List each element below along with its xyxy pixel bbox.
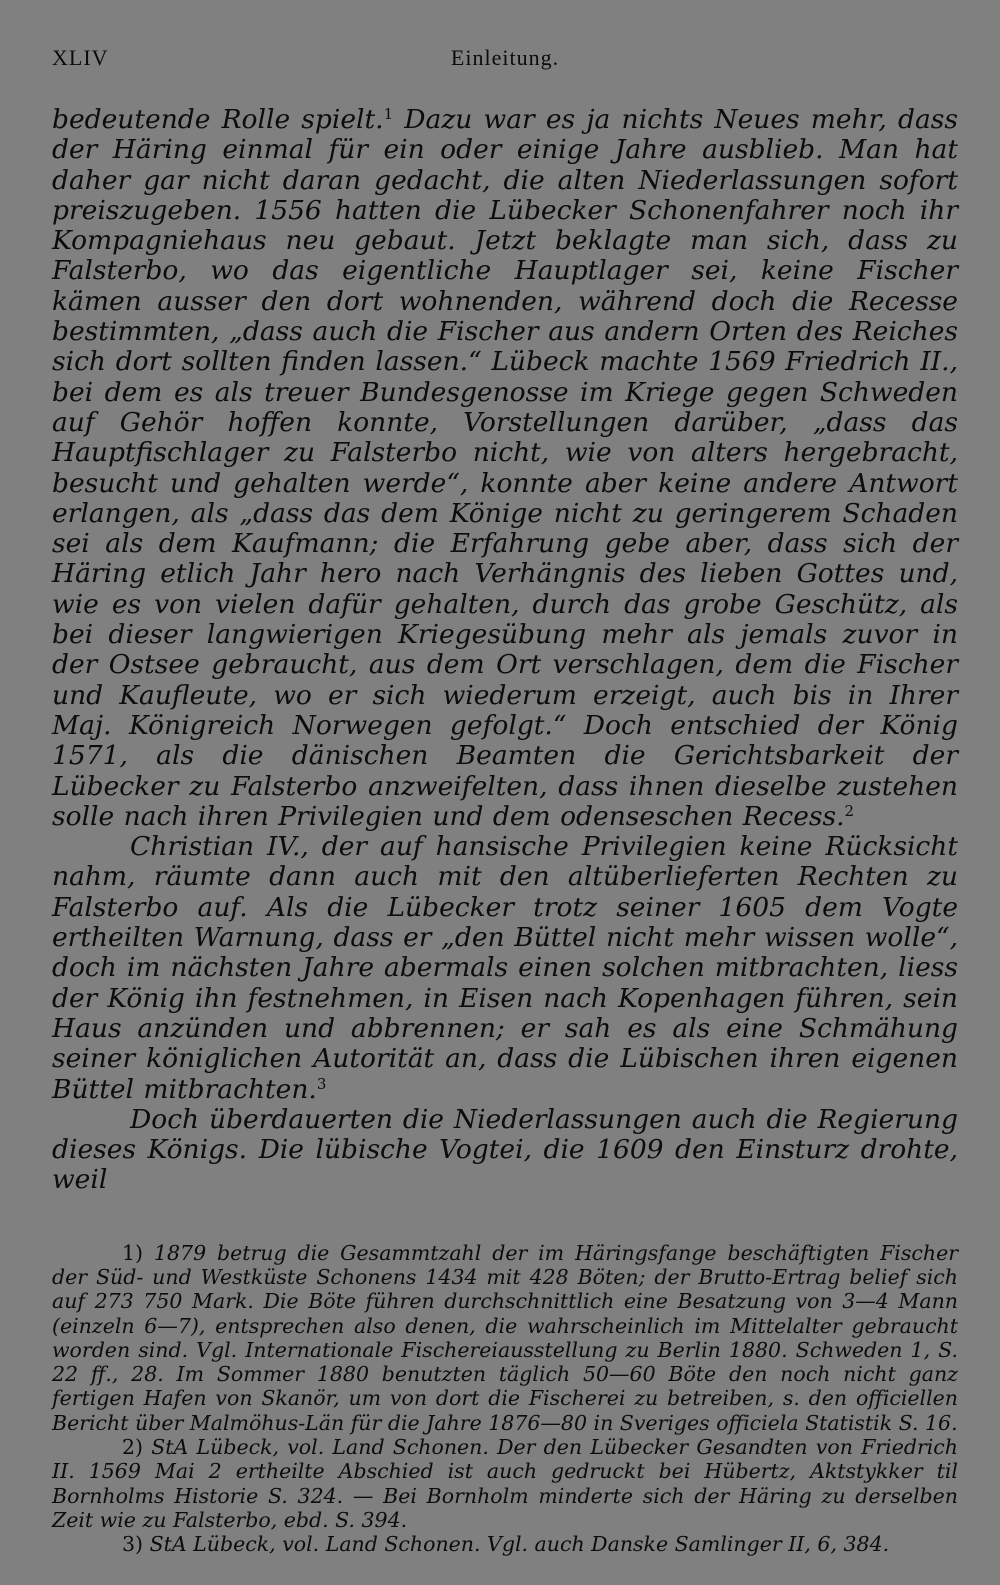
paragraph-3-text: Doch überdauerten die Niederlassungen auch die Regierung dieses Königs. Die lübische Vogtei, die 1609 den Einsturz drohte, weil bbox=[52, 1103, 958, 1196]
paragraph-2-text: Christian IV., der auf hansische Privilegien keine Rücksicht nahm, räumte dann auch mit den altüberlieferten Rechten zu Falsterbo auf. Als die Lübecker trotz seiner 1605 dem Vogte ertheilten Warnung, dass er „den Büttel nicht mehr wissen wolle“, doch im nächsten Jahre abermals einen solchen mitbrachten, liess der König ihn festnehmen, in Eisen nach Kopenhagen führen, sein Haus anzünden und abbrennen; er sah es als eine Schmähung seiner königlichen Autorität an, dass die Lübischen ihren eigenen Büttel mitbrachten. bbox=[52, 831, 958, 1105]
page-number: XLIV bbox=[52, 45, 109, 70]
footnote-1 bbox=[52, 1241, 958, 1435]
footnote-2-mark: 2) bbox=[122, 1435, 144, 1460]
footnote-3-mark: 3) bbox=[122, 1532, 144, 1557]
book-page bbox=[52, 0, 958, 1557]
footnote-ref-1[interactable]: 1 bbox=[383, 105, 394, 123]
footnote-3 bbox=[52, 1532, 958, 1556]
paragraph-2 bbox=[52, 832, 958, 1105]
footnotes bbox=[52, 1241, 958, 1557]
running-header bbox=[52, 0, 958, 100]
footnote-2 bbox=[52, 1435, 958, 1532]
footnote-2-text: StA Lübeck, vol. Land Schonen. Der den Lübecker Gesandten von Friedrich II. 1569 Mai 2 ertheilte Abschied ist auch gedruckt bei Hübertz, Aktstykker til Bornholms Historie S. 324. — Bei Bornholm minderte sich der Häring zu derselben Zeit wie zu Falsterbo, ebd. S. 394. bbox=[52, 1435, 958, 1532]
footnote-3-text: StA Lübeck, vol. Land Schonen. Vgl. auch Danske Samlinger II, 6, 384. bbox=[149, 1532, 890, 1557]
paragraph-1-start: bedeutende Rolle spielt. bbox=[52, 104, 384, 135]
running-title: Einleitung. bbox=[450, 45, 560, 70]
footnote-1-mark: 1) bbox=[122, 1240, 144, 1265]
main-text bbox=[52, 105, 958, 1196]
paragraph-3 bbox=[52, 1105, 958, 1196]
paragraph-1 bbox=[52, 105, 958, 832]
paragraph-1-rest: Dazu war es ja nichts Neues mehr, dass der Häring einmal für ein oder einige Jahre ausblieb. Man hat daher gar nicht daran gedacht, die alten Niederlassungen sofort preiszugeben. 1556 hatten die Lübecker Schonenfahrer noch ihr Kompagniehaus neu gebaut. Jetzt beklagte man sich, dass zu Falsterbo, wo das eigentliche Hauptlager sei, keine Fischer kämen ausser den dort wohnenden, während doch die Recesse bestimmten, „dass auch die Fischer aus andern Orten des Reiches sich dort sollten finden lassen.“ Lübeck machte 1569 Friedrich II., bei dem es als treuer Bundesgenosse im Kriege gegen Schweden auf Gehör hoffen konnte, Vorstellungen darüber, „dass das Hauptfischlager zu Falsterbo nicht, wie von alters hergebracht, besucht und gehalten werde“, konnte aber keine andere Antwort erlangen, als „dass das dem Könige nicht zu geringerem Schaden sei als dem Kaufmann; die Erfahrung gebe aber, dass sich der Häring etlich Jahr hero nach Verhängnis des lieben Gottes und, wie es von vielen dafür gehalten, durch das grobe Geschütz, als bei dieser langwierigen Kriegesübung mehr als jemals zuvor in der Ostsee gebraucht, aus dem Ort verschlagen, dem die Fischer und Kaufleute, wo er sich wiederum erzeigt, auch bis in Ihrer Maj. Königreich Norwegen gefolgt.“ Doch entschied der König 1571, als die dänischen Beamten die Gerichtsbarkeit der Lübecker zu Falsterbo anzweifelten, dass ihnen dieselbe zustehen solle nach ihren Privilegien und dem odenseschen Recess. bbox=[52, 104, 958, 832]
footnote-1-text: 1879 betrug die Gesammtzahl der im Häringsfange beschäftigten Fischer der Süd- und Westküste Schonens 1434 mit 428 Böten; der Brutto-Ertrag belief sich auf 273 750 Mark. Die Böte führen durchschnittlich eine Besatzung von 3—4 Mann (einzeln 6—7), entsprechen also denen, die wahrscheinlich im Mittelalter gebraucht worden sind. Vgl. Internationale Fischereiausstellung zu Berlin 1880. Schweden 1, S. 22 ff., 28. Im Sommer 1880 benutzten täglich 50—60 Böte den noch nicht ganz fertigen Hafen von Skanör, um von dort die Fischerei zu betreiben, s. den officiellen Bericht über Malmöhus-Län für die Jahre 1876—80 in Sveriges officiela Statistik S. 16. bbox=[52, 1240, 958, 1435]
footnote-ref-2[interactable]: 2 bbox=[844, 801, 855, 820]
footnote-ref-3[interactable]: 3 bbox=[316, 1074, 327, 1093]
